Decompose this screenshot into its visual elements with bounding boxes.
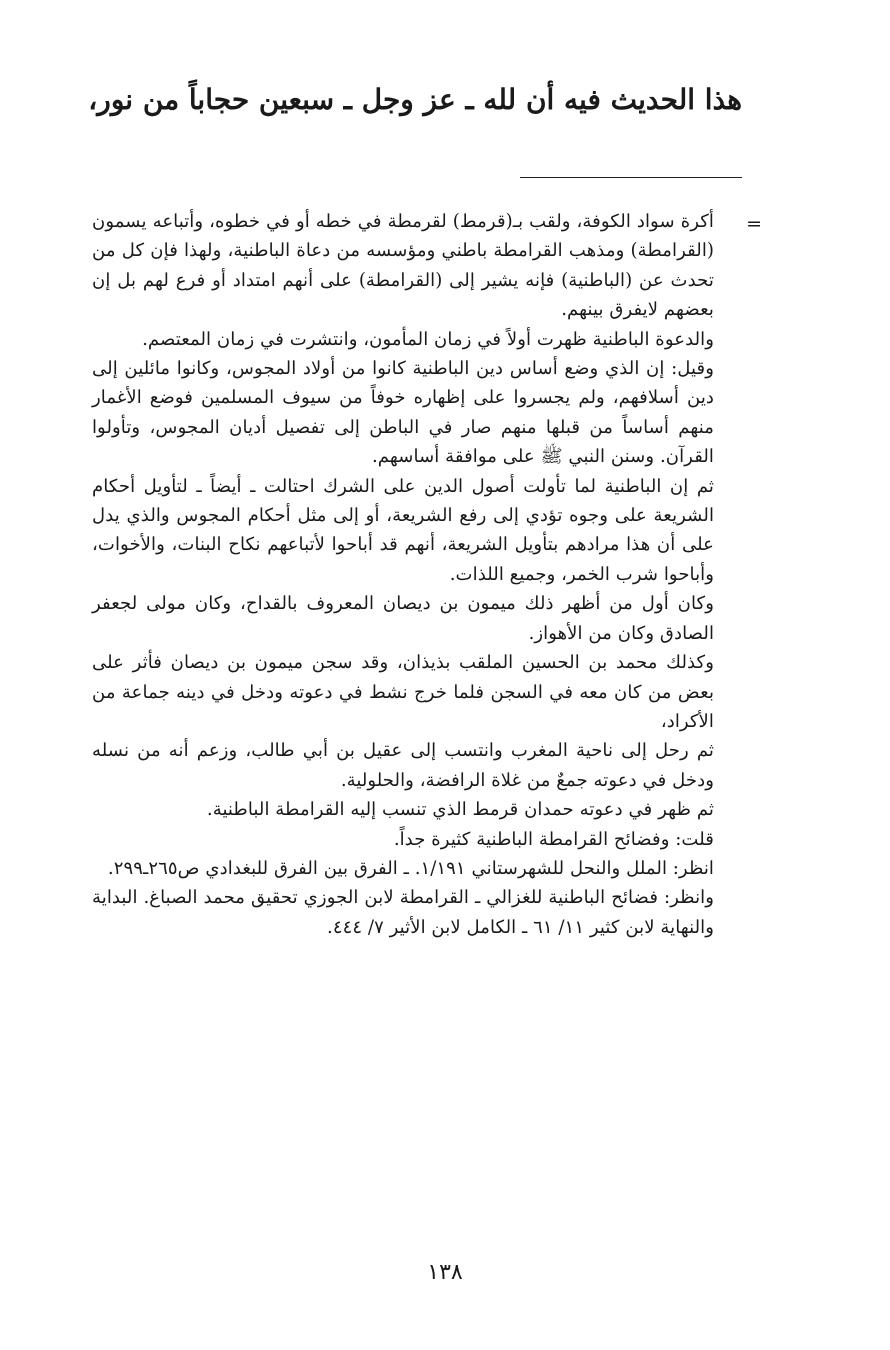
footnote-paragraph: ثم رحل إلى ناحية المغرب وانتسب إلى عقيل بن أبي طالب، وزعم أنه من نسله ودخل في دعوته جمعٌ من غلاة الرافضة، والحلولية. bbox=[92, 740, 714, 791]
footnote-paragraph: انظر: الملل والنحل للشهرستاني ١/١٩١. ـ الفرق بين الفرق للبغدادي ص٢٦٥ـ٢٩٩. bbox=[107, 857, 714, 879]
footnote-paragraph: قلت: وفضائح القرامطة الباطنية كثيرة جداً. bbox=[393, 828, 714, 850]
page-number: ١٣٨ bbox=[427, 1260, 463, 1285]
footnote-paragraph: أكرة سواد الكوفة، ولقب بـ(قرمط) لقرمطة في خطه أو في خطوه، وأتباعه يسمون (القرامطة) ومذهب القرامطة باطني ومؤسسه من دعاة الباطنية، ولهذا فإن كل من تحدث عن (الباطنية) فإنه يشير إلى (القرامطة) على أنهم امتداد أو فرع لهم بل إن بعضهم لايفرق بينهم. bbox=[92, 211, 714, 321]
footnote-paragraph: ثم ظهر في دعوته حمدان قرمط الذي تنسب إليه القرامطة الباطنية. bbox=[206, 799, 714, 821]
footnote-paragraph: وانظر: فضائح الباطنية للغزالي ـ القرامطة لابن الجوزي تحقيق محمد الصباغ. البداية والنهاية لابن كثير ١١/ ٦١ ـ الكامل لابن الأثير ٧/ ٤٤٤. bbox=[92, 887, 714, 938]
footnote-block bbox=[92, 207, 714, 942]
footnote-paragraph: وكان أول من أظهر ذلك ميمون بن ديصان المعروف بالقداح، وكان مولى لجعفر الصادق وكان من الأهواز. bbox=[92, 593, 714, 644]
footnote-paragraph: ثم إن الباطنية لما تأولت أصول الدين على الشرك احتالت ـ أيضاً ـ لتأويل أحكام الشريعة على وجوه تؤدي إلى رفع الشريعة، أو إلى مثل أحكام المجوس والذي يدل على أن هذا مرادهم بتأويل الشريعة، أنهم قد أباحوا لأتباعهم نكاح البنات، والأخوات، وأباحوا شرب الخمر، وجميع اللذات. bbox=[92, 475, 714, 585]
footnote-separator bbox=[520, 177, 742, 178]
footnote-paragraph: والدعوة الباطنية ظهرت أولاً في زمان المأمون، وانتشرت في زمان المعتصم. bbox=[142, 328, 714, 350]
footnote-paragraph: وقيل: إن الذي وضع أساس دين الباطنية كانوا من أولاد المجوس، وكانوا مائلين إلى دين أسلافهم، ولم يجسروا على إظهاره خوفاً من سيوف المسلمين فوضع الأغمار منهم أساساً من قبلها منهم صار في الباطن إلى تفصيل أديان المجوس، وتأولوا القرآن. وسنن النبي ﷺ على موافقة أساسهم. bbox=[92, 358, 714, 468]
main-text-line: هذا الحديث فيه أن لله ـ عز وجل ـ سبعين حجاباً من نور، bbox=[88, 83, 742, 116]
footnote-continuation-marker: = bbox=[746, 213, 762, 235]
footnote-paragraph: وكذلك محمد بن الحسين الملقب بذيذان، وقد سجن ميمون بن ديصان فأثر على بعض من كان معه في السجن فلما خرج نشط في دعوته ودخل في دينه جماعة من الأكراد، bbox=[92, 652, 714, 732]
